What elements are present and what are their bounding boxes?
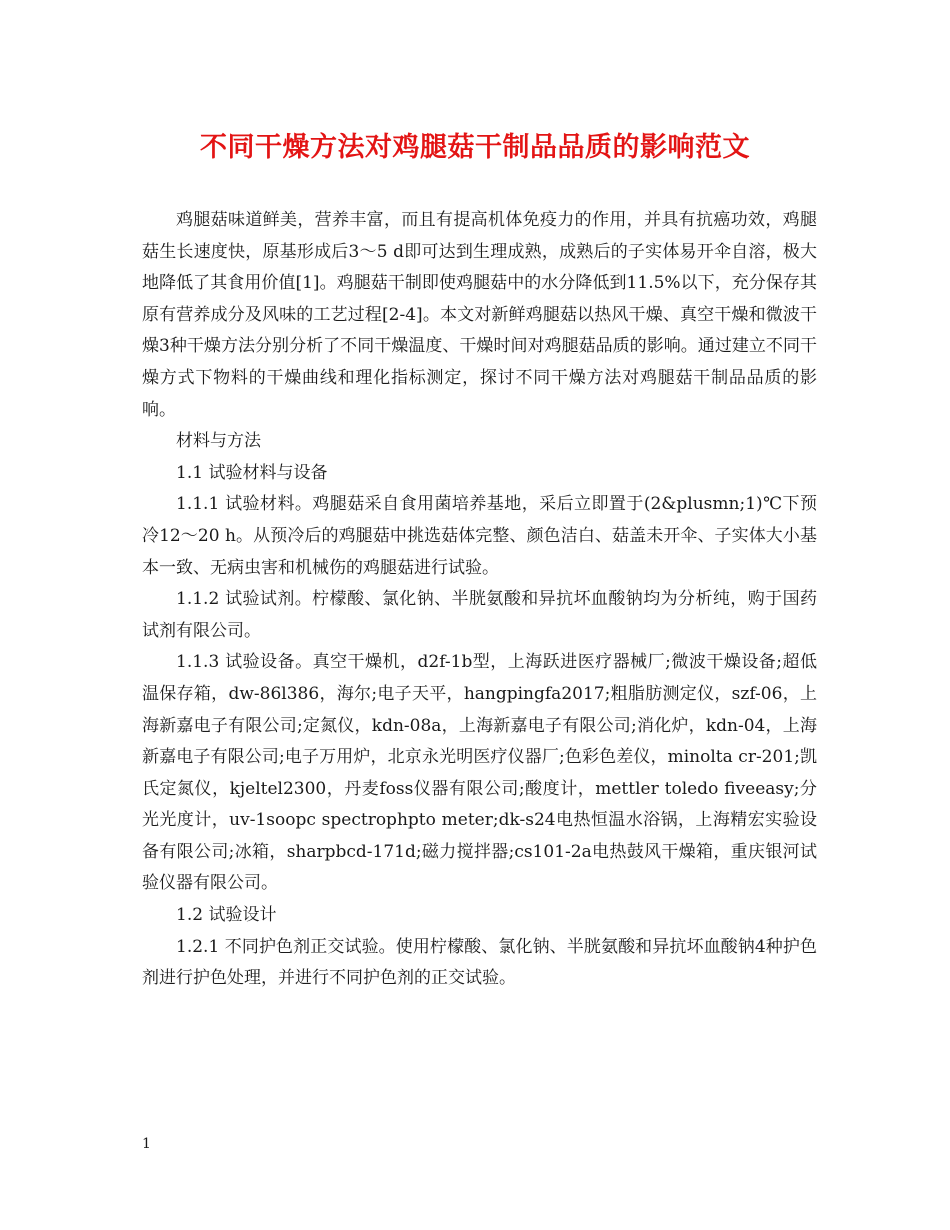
paragraph-1-2-1: 1.2.1 不同护色剂正交试验。使用柠檬酸、氯化钠、半胱氨酸和异抗坏血酸钠4种护色剂进行护色处理，并进行不同护色剂的正交试验。: [142, 936, 817, 989]
document-body: [142, 205, 817, 995]
section-heading-1-2: 1.2 试验设计: [176, 905, 277, 926]
page-number: 1: [142, 1136, 151, 1152]
paragraph-1-1-3: 1.1.3 试验设备。真空干燥机，d2f-1b型，上海跃进医疗器械厂;微波干燥设备;超低温保存箱，dw-86l386，海尔;电子天平，hangpingfa2017;粗脂肪测定仪，szf-06，上海新嘉电子有限公司;定氮仪，kdn-08a，上海新嘉电子有限公司;消化炉，kdn-04，上海新嘉电子有限公司;电子万用炉，北京永光明医疗仪器厂;色彩色差仪，minolta cr-201;凯氏定氮仪，kjeltel2300，丹麦foss仪器有限公司;酸度计，mettler toledo fiveeasy;分光光度计，uv-1soopc spectrophpto meter;dk-s24电热恒温水浴锅，上海精宏实验设备有限公司;冰箱，sharpbcd-171d;磁力搅拌器;cs101-2a电热鼓风干燥箱，重庆银河试验仪器有限公司。: [142, 652, 817, 894]
paragraph-1-1-2: 1.1.2 试验试剂。柠檬酸、氯化钠、半胱氨酸和异抗坏血酸钠均为分析纯，购于国药试剂有限公司。: [142, 589, 817, 641]
section-heading-1-1: 1.1 试验材料与设备: [176, 462, 328, 483]
paragraph-intro: 鸡腿菇味道鲜美，营养丰富，而且有提高机体免疫力的作用，并具有抗癌功效，鸡腿菇生长速度快，原基形成后3～5 d即可达到生理成熟，成熟后的子实体易开伞自溶，极大地降低了其食用价值[1]。鸡腿菇干制即使鸡腿菇中的水分降低到11.5%以下，充分保存其原有营养成分及风味的工艺过程[2-4]。本文对新鲜鸡腿菇以热风干燥、真空干燥和微波干燥3种干燥方法分别分析了不同干燥温度、干燥时间对鸡腿菇品质的影响。通过建立不同干燥方式下物料的干燥曲线和理化指标测定，探讨不同干燥方法对鸡腿菇干制品品质的影响。: [142, 210, 817, 420]
paragraph-1-1-1: 1.1.1 试验材料。鸡腿菇采自食用菌培养基地，采后立即置于(2&plusmn;1)℃下预冷12～20 h。从预冷后的鸡腿菇中挑选菇体完整、颜色洁白、菇盖未开伞、子实体大小基本一致、无病虫害和机械伤的鸡腿菇进行试验。: [142, 494, 817, 578]
document-title: 不同干燥方法对鸡腿菇干制品品质的影响范文: [200, 132, 750, 163]
section-heading-materials-methods: 材料与方法: [176, 431, 261, 452]
